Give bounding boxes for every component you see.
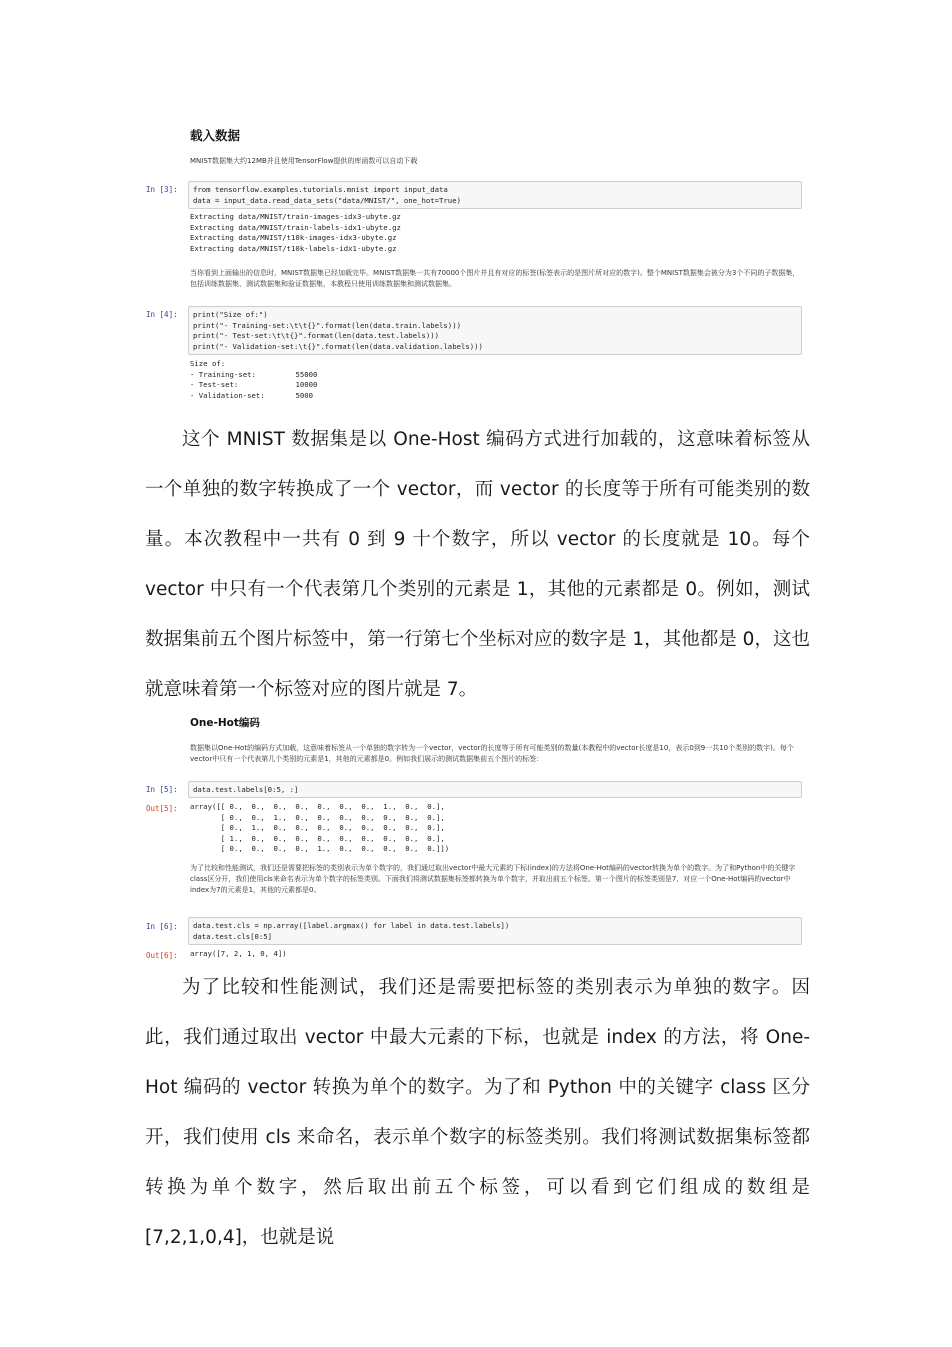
out-prompt: Out[6]: [146, 951, 178, 960]
intro-text: 数据集以One-Hot的编码方式加载，这意味着标签从一个单独的数字转为一个vector，vector的长度等于所有可能类别的数量(本教程中的vector长度是10，表示0到9一共10个类别的数字)。每个vector中只有一个代表第几个类别的元素是1，其他的元素都是0。例如我们展示的测试数据集前五个图片的标签： [190, 744, 794, 763]
body-paragraph: 这个 MNIST 数据集是以 One-Host 编码方式进行加载的，这意味着标签从一个单独的数字转换成了一个 vector，而 vector 的长度等于所有可能类别的数量。本次教程中一共有 0 到 9 十个数字，所以 vector 的长度就是 10。每个 vector 中只有一个代表第几个类别的元素是 1，其他的元素都是 0。例如，测试数据集前五个图片标签中，第一行第七个坐标对应的数字是 1，其他都是 0，这也就意味着第一个标签对应的图片就是 7。 [145, 429, 810, 700]
explanation-text: 为了比较和性能测试，我们还是需要把标签的类别表示为单个数字的，我们通过取出vector中最大元素的下标(index)的方法将One-Hot编码的vector转换为单个的数字。为了和Python中的关键字class区分开，我们使用cls来命名表示为单个数字的标签类别。下面我们将测试数据集标签都转换为单个数字，并取出前五个标签。第一个图片的标签类别是7，对应一个One-Hot编码的vector中index为7的元素是1，其他的元素都是0。 [190, 864, 796, 894]
cell-output-array: array([[ 0., 0., 0., 0., 0., 0., 0., 1., 0., 0.], [ 0., 0., 1., 0., 0., 0., 0., 0., 0., 0.], [ 0., 1., 0., 0., 0., 0., 0., 0., 0., 0.], [ 1., 0., 0., 0., 0., 0., 0., 0., 0., 0.], [ 0., 0., 0., 0., 1., 0., 0., 0., 0., 0.]]) [190, 802, 450, 854]
cell-output-cls: array([7, 2, 1, 0, 4]) [190, 949, 287, 958]
out-prompt: Out[5]: [146, 804, 178, 813]
body-paragraph: 为了比较和性能测试，我们还是需要把标签的类别表示为单独的数字。因此，我们通过取出 vector 中最大元素的下标，也就是 index 的方法，将 One-Hot 编码的 vector 转换为单个的数字。为了和 Python 中的关键字 class 区分开，我们使用 cls 来命名，表示单个数字的标签类别。我们将测试数据集标签都转换为单个数字，然后取出前五个标签，可以看到它们组成的数组是[7,2,1,0,4]，也就是说 [145, 977, 810, 1248]
section-heading: 载入数据 [190, 128, 241, 143]
in-prompt: In [4]: [146, 310, 178, 319]
intro-text: MNIST数据集大约12MB并且使用TensorFlow提供的库函数可以自动下载 [190, 157, 418, 165]
cell-output-sizes: Size of: - Training-set: 55000 - Test-set: 10000 - Validation-set: 5000 [190, 359, 318, 400]
code-cell-cls: data.test.cls = np.array([label.argmax() for label in data.test.labels]) data.test.cls[0:5] [188, 917, 802, 945]
section-heading: One-Hot编码 [190, 717, 260, 729]
code-cell-import: from tensorflow.examples.tutorials.mnist import input_data data = input_data.read_data_sets("data/MNIST/", one_hot=True) [188, 181, 802, 209]
in-prompt: In [3]: [146, 185, 178, 194]
explanation-text: 当你看到上面输出的信息时，MNIST数据集已经加载完毕。MNIST数据集一共有70000个图片并且有对应的标签(标签表示的是图片所对应的数字)。整个MNIST数据集会被分为3个不同的子数据集，包括训练数据集、测试数据集和验证数据集，本教程只使用训练数据集和测试数据集。 [190, 269, 800, 288]
in-prompt: In [5]: [146, 785, 178, 794]
code-cell-labels: data.test.labels[0:5, :] [188, 781, 802, 798]
code-cell-print-sizes: print("Size of:") print("- Training-set:\t\t{}".format(len(data.train.labels))) print("- Test-set:\t\t{}".format(len(data.test.labels))) print("- Validation-set:\t{}".format(len(data.validation.labels))) [188, 306, 802, 355]
in-prompt: In [6]: [146, 922, 178, 931]
notebook-screenshot-load-data [140, 120, 810, 405]
cell-output-extracting: Extracting data/MNIST/train-images-idx3-ubyte.gz Extracting data/MNIST/train-labels-idx1-ubyte.gz Extracting data/MNIST/t10k-images-idx3-ubyte.gz Extracting data/MNIST/t10k-labels-idx1-ubyte.gz [190, 212, 401, 253]
notebook-screenshot-one-hot [140, 710, 810, 960]
